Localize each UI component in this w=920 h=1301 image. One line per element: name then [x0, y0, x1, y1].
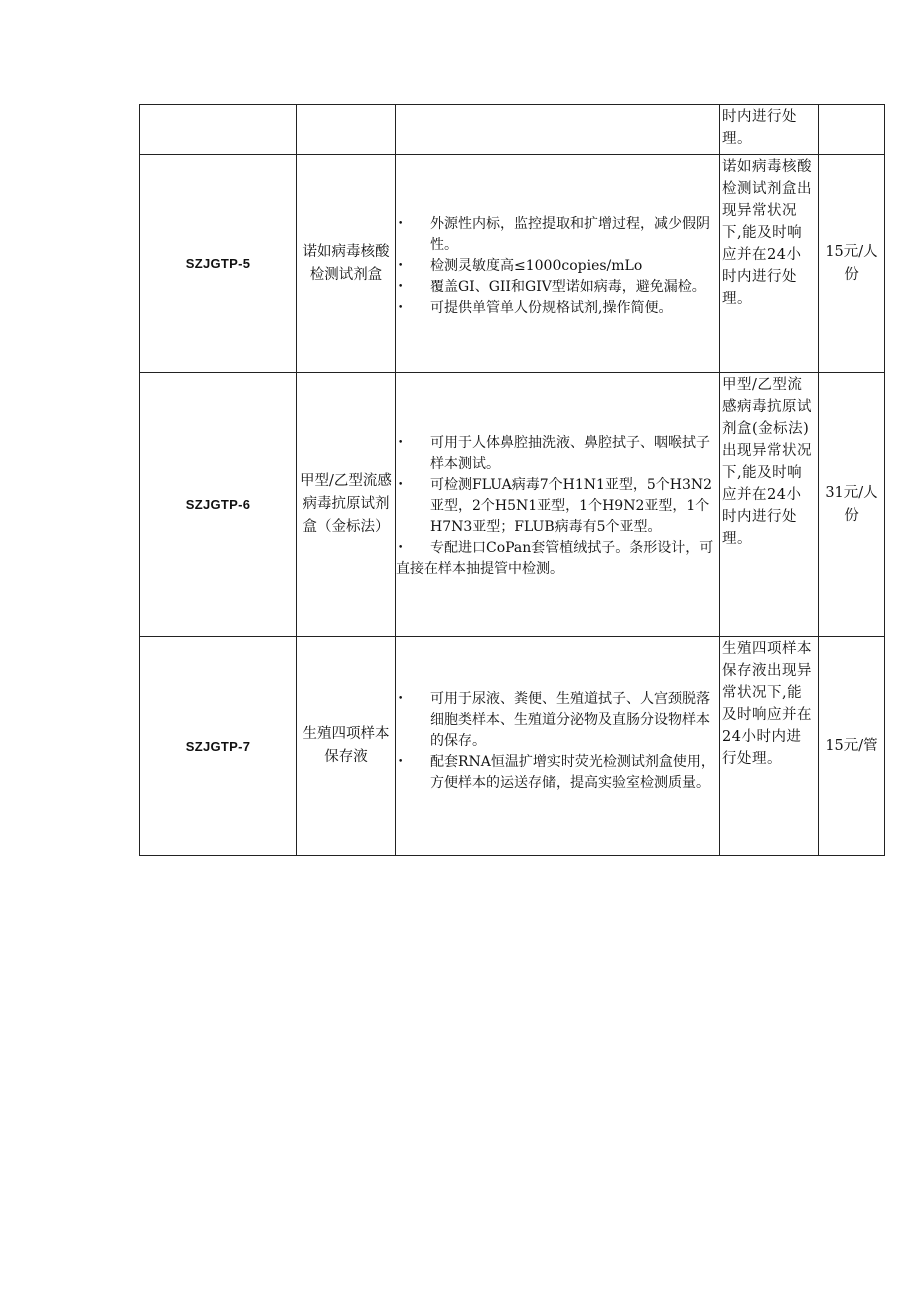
product-name: 诺如病毒核酸检测试剂盒 — [297, 155, 396, 373]
product-code: SZJGTP-6 — [140, 373, 297, 637]
feature-item: • 可用于尿液、粪便、生殖道拭子、人宫颈脱落细胞类样本、生殖道分泌物及直肠分设物样本的保存。 — [398, 690, 710, 749]
product-name — [297, 105, 396, 155]
product-code: SZJGTP-7 — [140, 637, 297, 856]
product-features — [396, 637, 720, 856]
product-price — [819, 105, 885, 155]
product-price: 15元/人份 — [819, 155, 885, 373]
feature-item: • 可提供单管单人份规格试剂,操作简便。 — [396, 298, 717, 319]
feature-item: • 专配进口CoPan套管植绒拭子。条形设计，可直接在样本抽提管中检测。 — [396, 540, 714, 577]
bullet-icon: • — [398, 282, 404, 292]
table-row — [140, 373, 885, 637]
product-price: 15元/管 — [819, 637, 885, 856]
table-row — [140, 637, 885, 856]
service-note: 时内进行处理。 — [720, 105, 819, 155]
table-row — [140, 105, 885, 155]
feature-item: • 检测灵敏度高≤1000copies/mLo — [396, 256, 717, 277]
service-note: 诺如病毒核酸检测试剂盒出现异常状况下,能及时响应并在24小时内进行处理。 — [720, 155, 819, 373]
product-features — [396, 155, 720, 373]
table-row — [140, 155, 885, 373]
product-code — [140, 105, 297, 155]
product-features — [396, 373, 720, 637]
feature-item: • 外源性内标，监控提取和扩增过程，减少假阴性。 — [398, 216, 710, 253]
feature-item: • 覆盖GI、GII和GIV型诺如病毒，避免漏检。 — [396, 277, 717, 298]
product-name: 甲型/乙型流感病毒抗原试剂盒（金标法） — [297, 373, 396, 637]
bullet-icon: • — [398, 219, 404, 229]
product-table — [139, 104, 885, 856]
product-name: 生殖四项样本保存液 — [297, 637, 396, 856]
product-price: 31元/人份 — [819, 373, 885, 637]
bullet-icon: • — [398, 756, 404, 767]
feature-item: • 配套RNA恒温扩增实时荧光检测试剂盒使用，方便样本的运送存储，提高实验室检测质量。 — [398, 753, 715, 791]
bullet-icon: • — [398, 543, 404, 553]
bullet-icon: • — [398, 693, 404, 704]
service-note: 甲型/乙型流感病毒抗原试剂盒(金标法)出现异常状况下,能及时响应并在24小时内进行处理。 — [720, 373, 819, 637]
bullet-icon: • — [398, 438, 404, 448]
feature-item: • 可检测FLUA病毒7个H1N1亚型，5个H3N2亚型，2个H5N1亚型，1个H9N2亚型，1个H7N3亚型；FLUB病毒有5个亚型。 — [398, 477, 713, 535]
bullet-icon: • — [398, 261, 404, 271]
product-features — [396, 105, 720, 155]
service-note: 生殖四项样本保存液出现异常状况下,能及时响应并在24小时内进行处理。 — [720, 637, 819, 856]
bullet-icon: • — [398, 480, 404, 490]
bullet-icon: • — [398, 303, 404, 313]
feature-item: • 可用于人体鼻腔抽洗液、鼻腔拭子、咽喉拭子样本测试。 — [398, 435, 710, 472]
product-code: SZJGTP-5 — [140, 155, 297, 373]
